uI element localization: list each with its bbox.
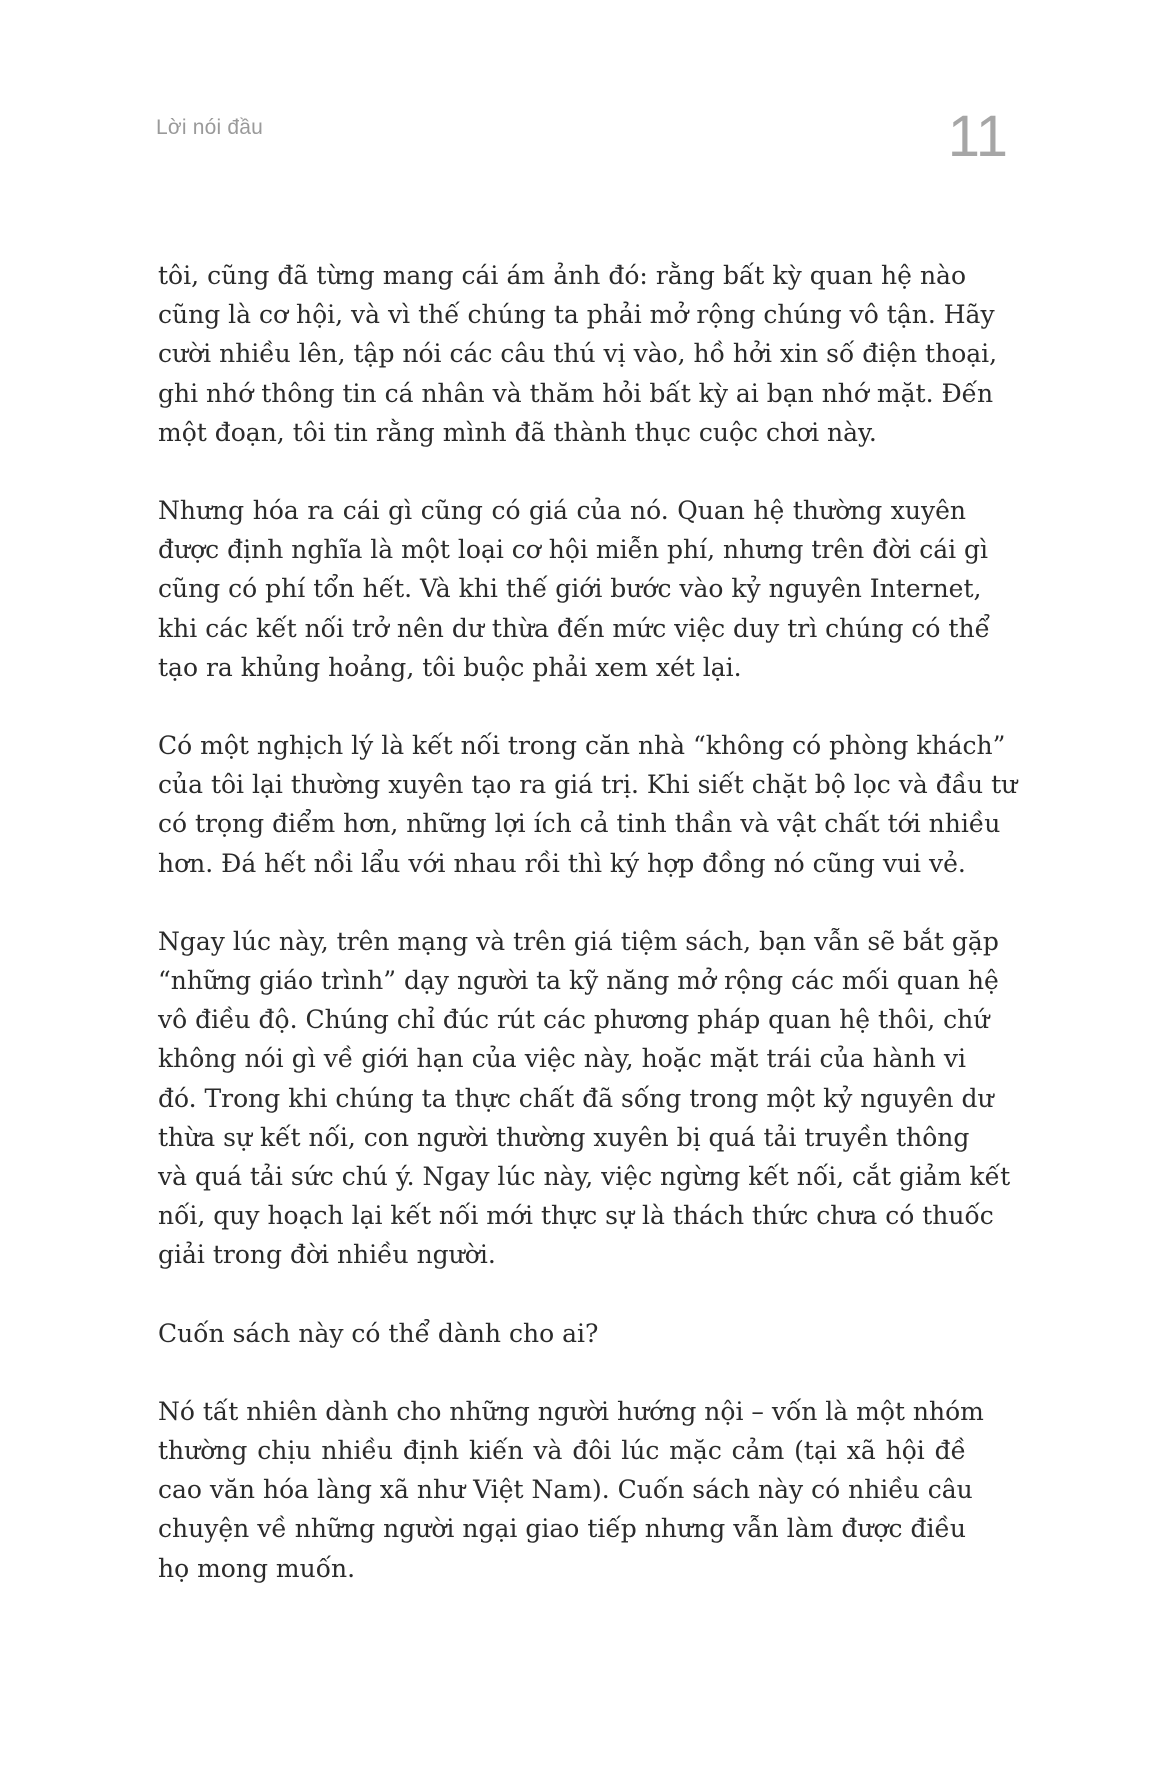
text-line: Ngay lúc này, trên mạng và trên giá tiệm sách, bạn vẫn sẽ bắt gặp <box>158 926 999 956</box>
text-line: ghi nhớ thông tin cá nhân và thăm hỏi bất kỳ ai bạn nhớ mặt. Đến <box>158 378 994 408</box>
text-line: “những giáo trình” dạy người ta kỹ năng mở rộng các mối quan hệ <box>158 966 999 996</box>
text-line: Nhưng hóa ra cái gì cũng có giá của nó. Quan hệ thường xuyên <box>158 496 966 526</box>
text-line: khi các kết nối trở nên dư thừa đến mức việc duy trì chúng có thể <box>158 613 990 643</box>
text-line: không nói gì về giới hạn của việc này, hoặc mặt trái của hành vi <box>158 1044 966 1074</box>
text-line: giải trong đời nhiều người. <box>158 1240 496 1270</box>
paragraph <box>158 726 1018 883</box>
text-line: chuyện về những người ngại giao tiếp nhưng vẫn làm được điều <box>158 1514 966 1544</box>
text-line: Cuốn sách này có thể dành cho ai? <box>158 1318 599 1348</box>
page-number: 11 <box>947 104 1008 169</box>
text-line: của tôi lại thường xuyên tạo ra giá trị. Khi siết chặt bộ lọc và đầu tư <box>158 770 1018 800</box>
text-line: có trọng điểm hơn, những lợi ích cả tinh thần và vật chất tới nhiều <box>158 809 1001 839</box>
text-line: cười nhiều lên, tập nói các câu thú vị vào, hồ hởi xin số điện thoại, <box>158 339 998 369</box>
text-line: vô điều độ. Chúng chỉ đúc rút các phương pháp quan hệ thôi, chứ <box>158 1005 990 1035</box>
paragraph <box>158 491 990 687</box>
paragraph <box>158 256 998 452</box>
text-line: và quá tải sức chú ý. Ngay lúc này, việc ngừng kết nối, cắt giảm kết <box>158 1162 1011 1192</box>
text-line: thừa sự kết nối, con người thường xuyên bị quá tải truyền thông <box>158 1122 970 1152</box>
text-line: đó. Trong khi chúng ta thực chất đã sống trong một kỷ nguyên dư <box>158 1083 994 1113</box>
paragraph <box>158 922 1011 1275</box>
text-line: cũng là cơ hội, và vì thế chúng ta phải mở rộng chúng vô tận. Hãy <box>158 300 995 330</box>
text-line: họ mong muốn. <box>158 1553 356 1583</box>
text-line: một đoạn, tôi tin rằng mình đã thành thục cuộc chơi này. <box>158 417 877 447</box>
running-header-chapter-title: Lời nói đầu <box>156 116 264 139</box>
text-line: Nó tất nhiên dành cho những người hướng nội – vốn là một nhóm <box>158 1396 984 1426</box>
text-line: cao văn hóa làng xã như Việt Nam). Cuốn sách này có nhiều câu <box>158 1475 973 1505</box>
text-line: được định nghĩa là một loại cơ hội miễn phí, nhưng trên đời cái gì <box>158 535 989 565</box>
text-line: nối, quy hoạch lại kết nối mới thực sự là thách thức chưa có thuốc <box>158 1201 994 1231</box>
body-text <box>158 256 1018 1627</box>
text-line: tạo ra khủng hoảng, tôi buộc phải xem xét lại. <box>158 652 742 682</box>
text-line: tôi, cũng đã từng mang cái ám ảnh đó: rằng bất kỳ quan hệ nào <box>158 261 966 290</box>
text-line: thường chịu nhiều định kiến và đôi lúc mặc cảm (tại xã hội đề <box>158 1436 966 1466</box>
paragraph <box>158 1314 966 1353</box>
text-line: hơn. Đá hết nồi lẩu với nhau rồi thì ký hợp đồng nó cũng vui vẻ. <box>158 848 966 878</box>
text-line: cũng có phí tổn hết. Và khi thế giới bước vào kỷ nguyên Internet, <box>158 574 982 604</box>
paragraph <box>158 1392 984 1588</box>
text-line: Có một nghịch lý là kết nối trong căn nhà “không có phòng khách” <box>158 731 1006 761</box>
